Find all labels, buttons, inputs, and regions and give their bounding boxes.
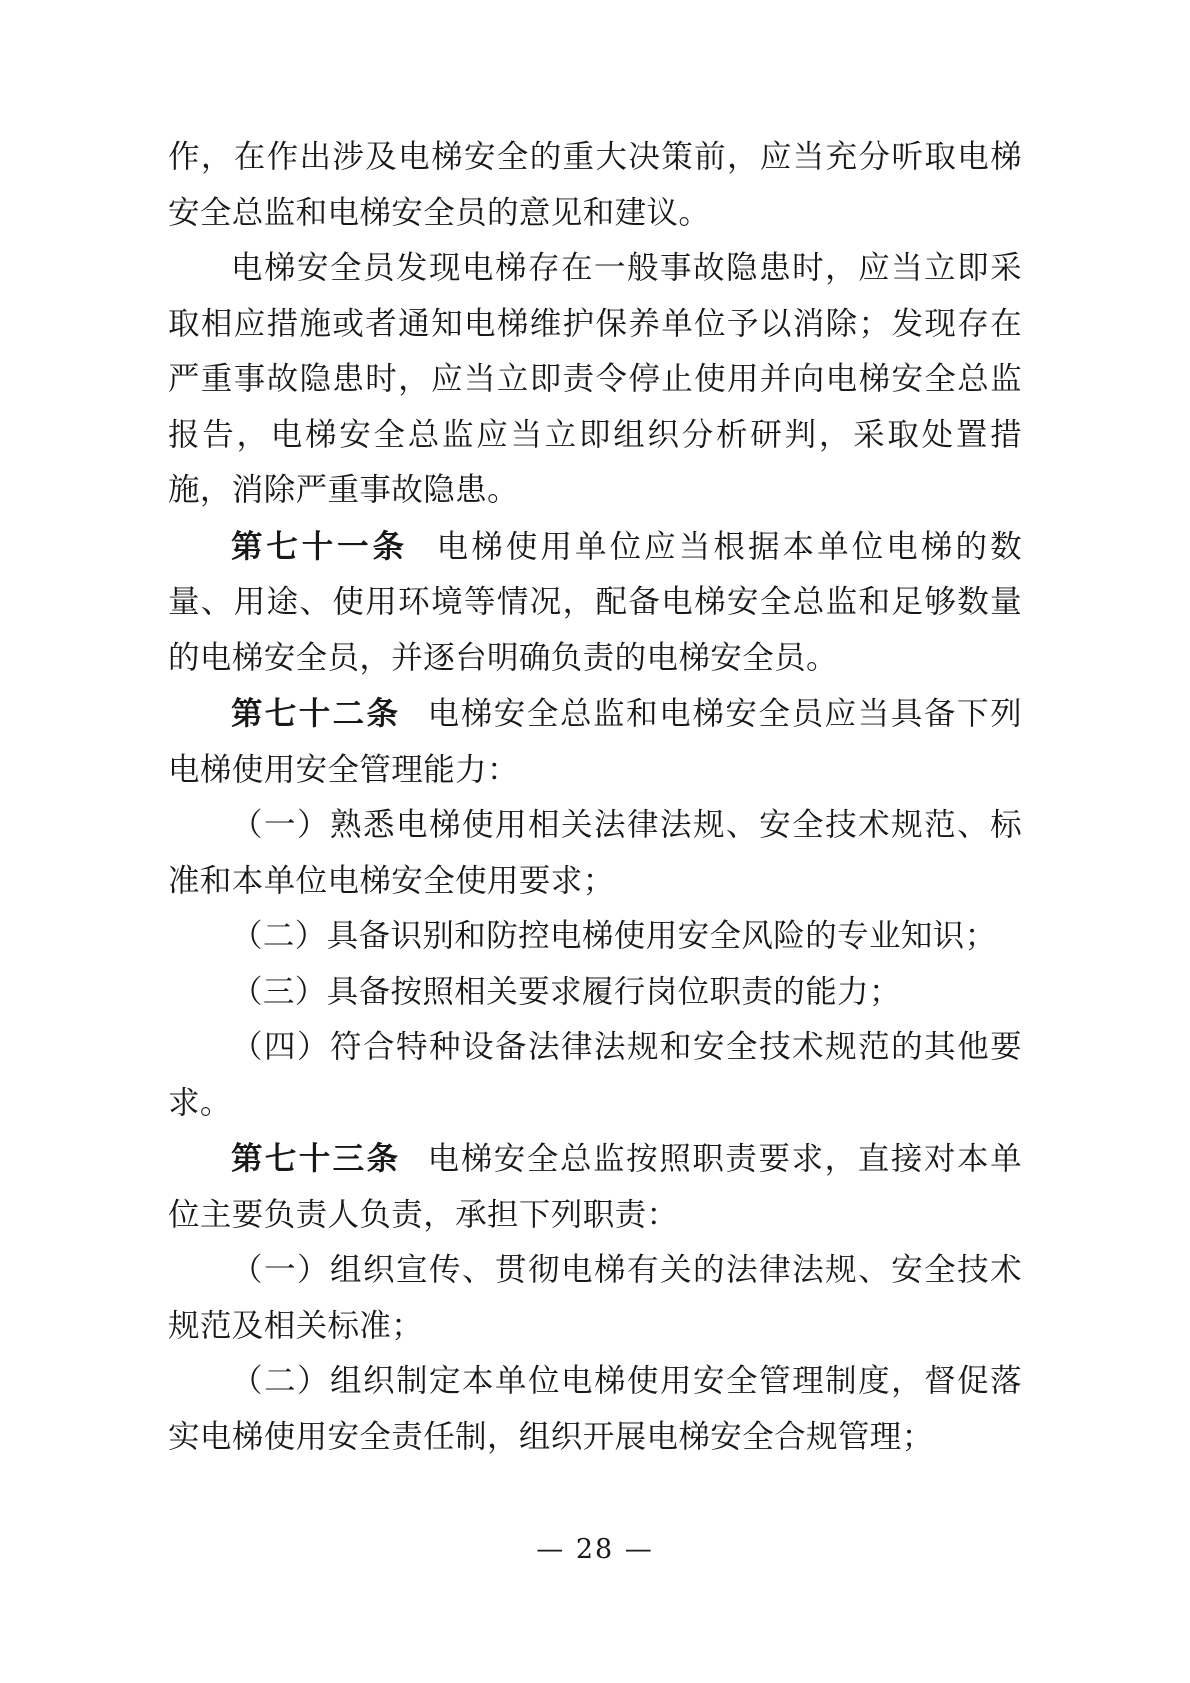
article-72-item-4: （四）符合特种设备法律法规和安全技术规范的其他要求。 <box>168 1029 1022 1121</box>
article-73-text: 电梯安全总监按照职责要求，直接对本单位主要负责人负责，承担下列职责： <box>168 1141 1022 1233</box>
article-73 <box>168 1131 1022 1243</box>
article-73-item-1: （一）组织宣传、贯彻电梯有关的法律法规、安全技术规范及相关标准； <box>168 1252 1022 1344</box>
article-72-item-3: （三）具备按照相关要求履行岗位职责的能力； <box>231 973 901 1010</box>
page-number: — 28 — <box>536 1534 654 1565</box>
article-73-item-2: （二）组织制定本单位电梯使用安全管理制度，督促落实电梯使用安全责任制，组织开展电梯安全合规管理； <box>168 1363 1022 1455</box>
paragraph-safety-officer: 电梯安全员发现电梯存在一般事故隐患时，应当立即采取相应措施或者通知电梯维护保养单位予以消除；发现存在严重事故隐患时，应当立即责令停止使用并向电梯安全总监报告，电梯安全总监应当立即组织分析研判，采取处置措施，消除严重事故隐患。 <box>168 250 1022 508</box>
article-73-label: 第七十三条 <box>231 1140 401 1177</box>
article-71-label: 第七十一条 <box>231 527 408 565</box>
article-72-label: 第七十二条 <box>231 695 401 732</box>
paragraph-continued: 作，在作出涉及电梯安全的重大决策前，应当充分听取电梯安全总监和电梯安全员的意见和建议。 <box>168 139 1022 231</box>
article-71 <box>168 519 1022 687</box>
document-body <box>168 130 1022 1465</box>
article-71-text: 电梯使用单位应当根据本单位电梯的数量、用途、使用环境等情况，配备电梯安全总监和足够数量的电梯安全员，并逐台明确负责的电梯安全员。 <box>168 528 1022 676</box>
article-72-item-2: （二）具备识别和防控电梯使用安全风险的专业知识； <box>231 918 997 954</box>
article-72-item-1: （一）熟悉电梯使用相关法律法规、安全技术规范、标准和本单位电梯安全使用要求； <box>168 807 1022 899</box>
article-72 <box>168 686 1022 798</box>
article-72-text: 电梯安全总监和电梯安全员应当具备下列电梯使用安全管理能力： <box>168 696 1022 788</box>
